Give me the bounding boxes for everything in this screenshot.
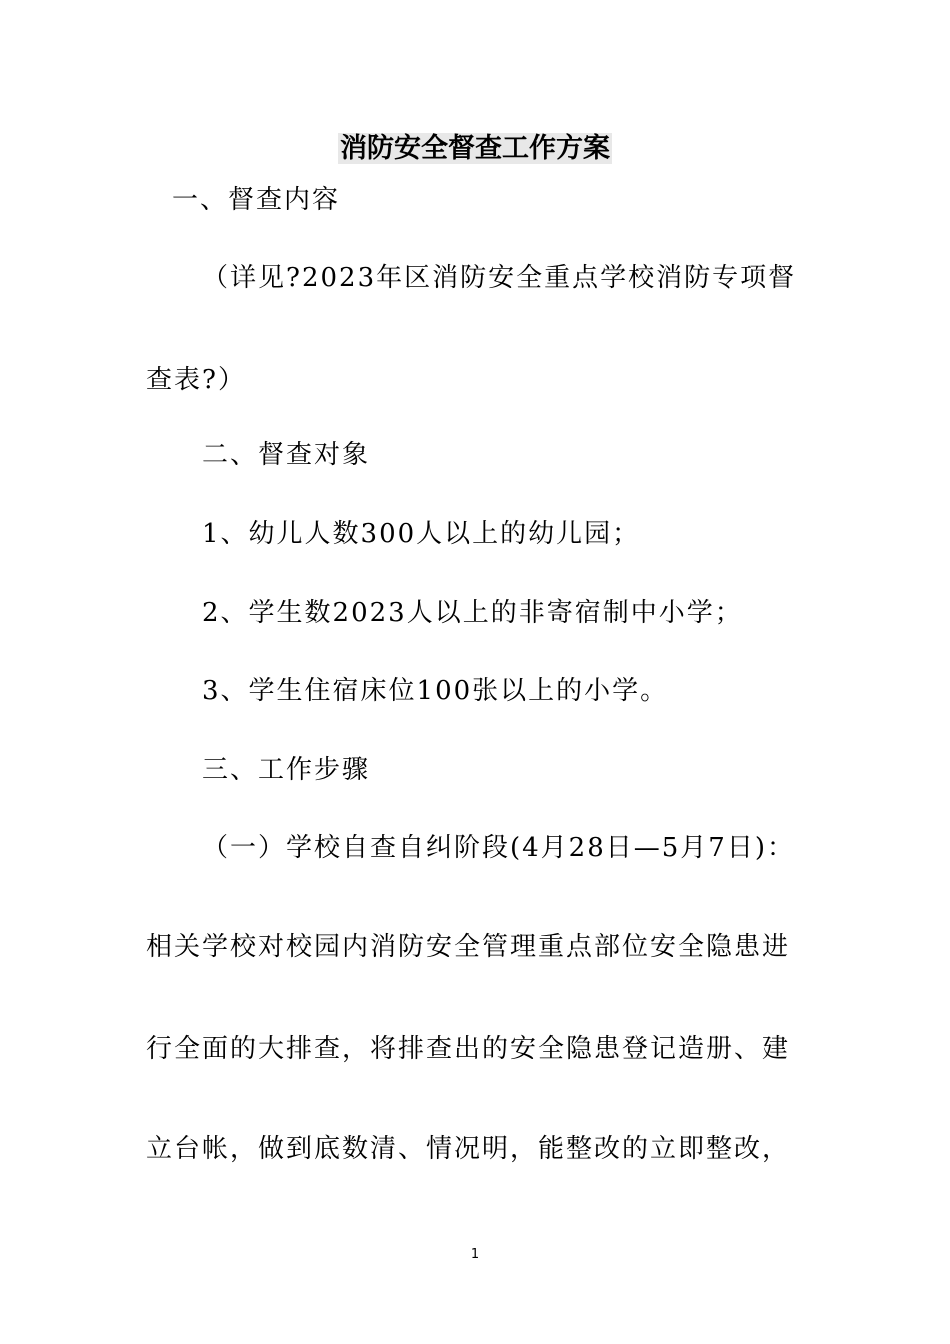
section-heading-1: 一、督查内容 — [172, 185, 341, 215]
page-title-text: 消防安全督查工作方案 — [340, 133, 610, 164]
list-item: 1、幼儿人数300人以上的幼儿园； — [202, 519, 641, 549]
list-item: 3、学生住宿床位100张以上的小学。 — [202, 676, 669, 706]
list-item: 2、学生数2023人以上的非寄宿制中小学； — [202, 598, 743, 628]
page-number: 1 — [470, 1247, 480, 1262]
paragraph-line: （详见?2023年区消防安全重点学校消防专项督 — [202, 263, 797, 293]
section-heading-3: 三、工作步骤 — [202, 755, 371, 785]
paragraph-line: 相关学校对校园内消防安全管理重点部位安全隐患进 — [146, 932, 791, 962]
subsection-heading: （一）学校自查自纠阶段(4月28日—5月7日)： — [202, 833, 795, 863]
page-title — [0, 131, 950, 167]
paragraph-line: 行全面的大排查，将排查出的安全隐患登记造册、建 — [146, 1034, 791, 1064]
paragraph-line: 立台帐，做到底数清、情况明，能整改的立即整改， — [146, 1134, 791, 1164]
section-heading-2: 二、督查对象 — [202, 440, 371, 470]
paragraph-line: 查表?） — [146, 365, 246, 395]
